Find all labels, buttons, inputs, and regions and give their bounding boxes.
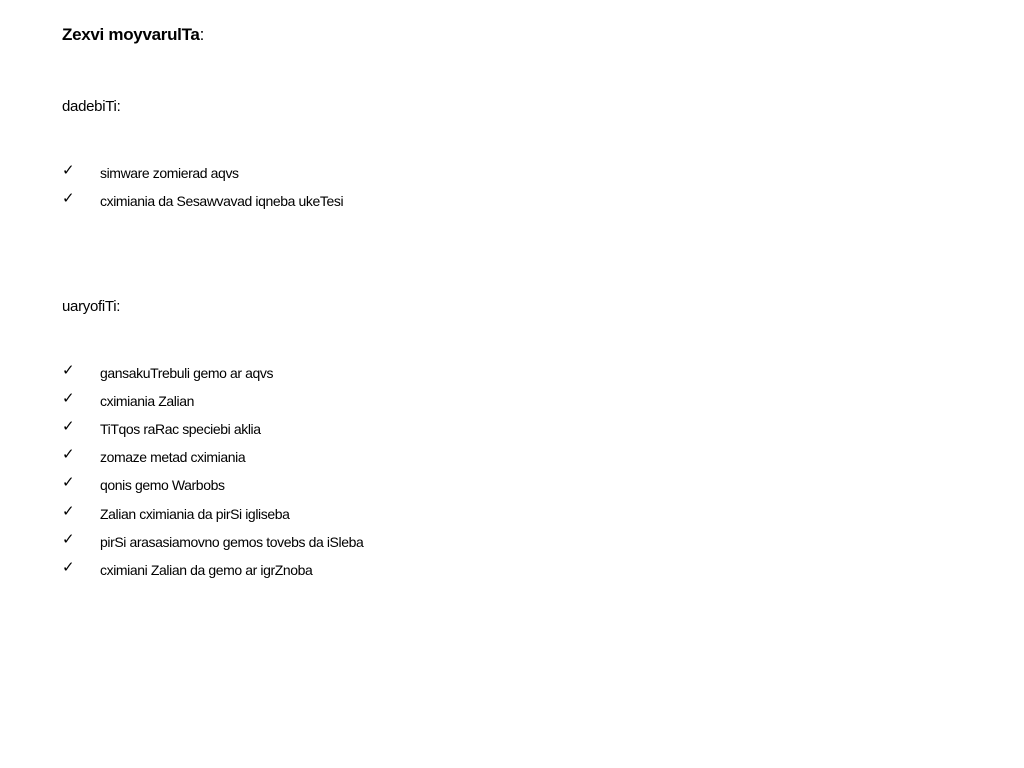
- checkmark-icon: ✓: [62, 389, 75, 408]
- list-item-text: cximiani Zalian da gemo ar igrZnoba: [100, 561, 313, 578]
- document-title: [62, 24, 204, 46]
- checkmark-icon: ✓: [62, 361, 75, 380]
- title-text: Zexvi moyvarulTa: [62, 25, 200, 44]
- list-item-text: Zalian cximiania da pirSi igliseba: [100, 505, 290, 522]
- section-label-negatives: uaryofiTi:: [62, 298, 121, 315]
- checkmark-icon: ✓: [62, 473, 75, 492]
- list-item: [62, 415, 363, 443]
- checkmark-icon: ✓: [62, 529, 75, 548]
- list-item: [62, 159, 343, 187]
- section-label-positives: dadebiTi:: [62, 98, 121, 115]
- list-item: [62, 387, 363, 415]
- checkmark-icon: ✓: [62, 501, 75, 520]
- list-item-text: cximiania Zalian: [100, 393, 194, 410]
- list-item-text: gansakuTrebuli gemo ar aqvs: [100, 365, 274, 382]
- list-item-text: pirSi arasasiamovno gemos tovebs da iSleba: [100, 533, 364, 550]
- list-item-text: zomaze metad cximiania: [100, 449, 246, 466]
- checkmark-icon: ✓: [62, 189, 75, 208]
- checkmark-icon: ✓: [62, 161, 75, 180]
- list-item: [62, 556, 363, 584]
- list-item: [62, 499, 363, 527]
- list-item: [62, 471, 363, 499]
- list-item-text: cximiania da Sesawvavad iqneba ukeTesi: [100, 193, 344, 210]
- list-item: [62, 359, 363, 387]
- positives-list: [62, 159, 343, 215]
- checkmark-icon: ✓: [62, 417, 75, 436]
- list-item: [62, 187, 343, 215]
- negatives-list: [62, 359, 363, 584]
- checkmark-icon: ✓: [62, 445, 75, 464]
- list-item-text: simware zomierad aqvs: [100, 165, 239, 182]
- list-item-text: TiTqos raRac speciebi aklia: [100, 421, 261, 438]
- checkmark-icon: ✓: [62, 557, 75, 576]
- list-item: [62, 443, 363, 471]
- title-colon: :: [199, 25, 204, 44]
- list-item-text: qonis gemo Warbobs: [100, 477, 225, 494]
- list-item: [62, 528, 363, 556]
